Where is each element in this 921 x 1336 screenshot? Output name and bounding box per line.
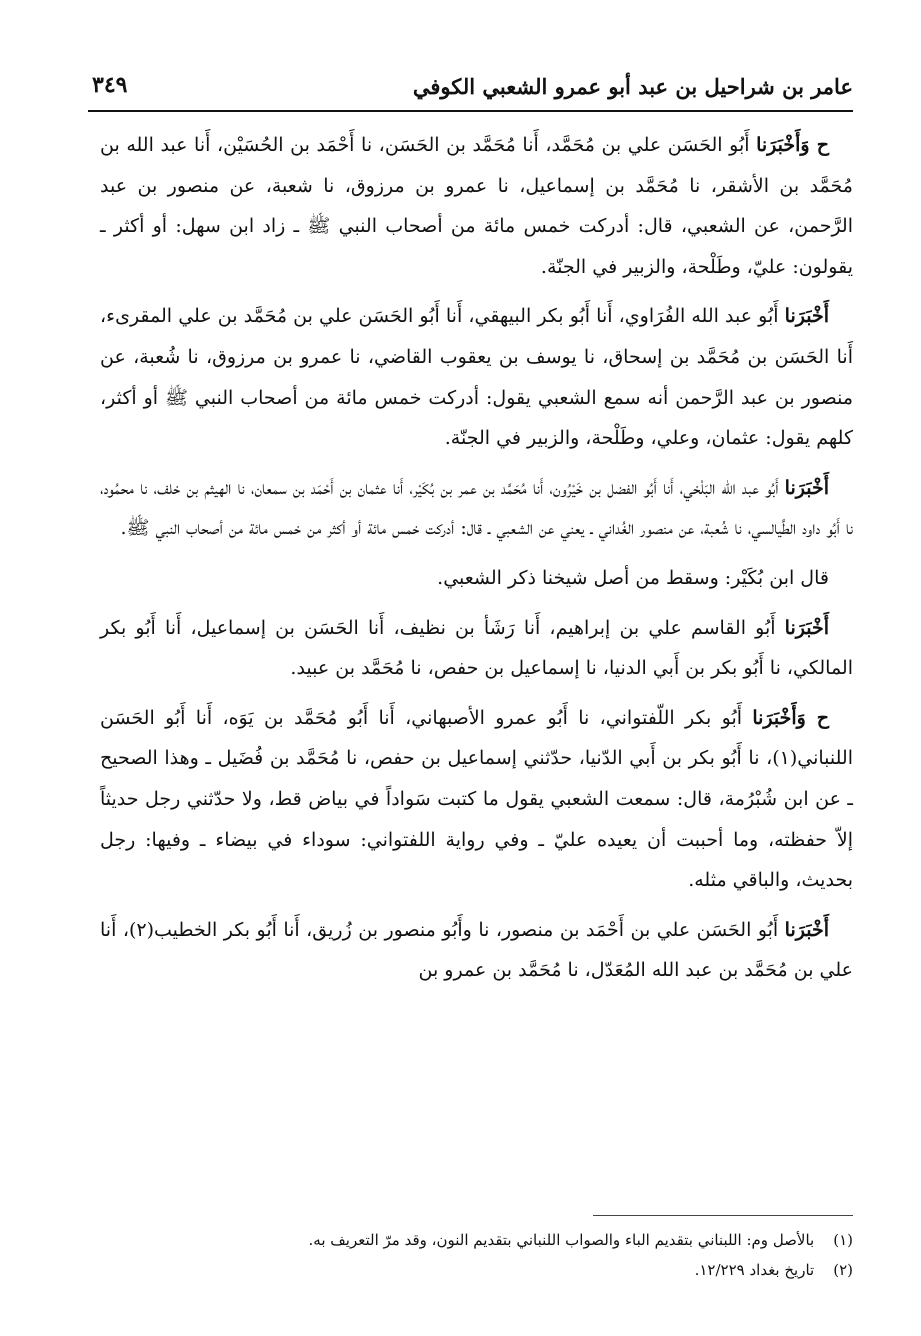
paragraph: [100, 910, 853, 991]
footnote-number: (٢): [833, 1261, 853, 1279]
paragraph-text: أَبُو بكر اللّفتواني، نا أَبُو عمرو الأصبهاني، أَنا أَبُو مُحَمَّد بن يَوَه، أَنا أَبُو الحَسَن اللنباني(١)، نا أَبُو بكر بن أَبي الدّنيا، حدّثني إسماعيل بن حفص، نا مُحَمَّد بن فُضَيل ـ وهذا الصحيح ـ عن ابن شُبْرُمة، قال: سمعت الشعبي يقول ما كتبت سَواداً في بياض قط، ولا حدّثني رجل حديثاً إلاّ حفظته، وما أحببت أن يعيده عليّ ـ وفي رواية اللفتواني: سوداء في بيضاء ـ وفيها: رجل بحديث، والباقي مثله.: [100, 706, 853, 892]
footnote-number: (١): [833, 1231, 853, 1249]
running-head-title: عامر بن شراحيل بن عبد أبو عمرو الشعبي الكوفي: [412, 74, 853, 99]
paragraph-text: أَبُو عبد الله البَلْخي، أَنا أَبُو الفضل بن خَيْرُون، أَنا مُحَمَّد بن عمر بن بُكَيْر، أَنا عثمان بن أَحْمَد بن سمعان، نا الهيثم بن خلف، نا محمُود، نا أَبُو داود الطَّيالسي، نا شُعبة، عن منصور الغُداني ـ يعني عن الشعبي ـ قال: أدركت خمس مائة أو أكثر من خمس مائة من أصحاب النبي ﷺ.: [100, 476, 853, 540]
paragraph-text: أَبُو القاسم علي بن إبراهيم، أَنا رَشَأ بن نظيف، أَنا الحَسَن بن إسماعيل، أَنا أَبُو بكر المالكي، نا أَبُو بكر بن أَبي الدنيا، نا إسماعيل بن حفص، نا مُحَمَّد بن عبيد.: [100, 616, 853, 680]
paragraph-text: أَبُو الحَسَن علي بن أَحْمَد بن منصور، نا وأَبُو منصور بن زُريق، أَنا أَبُو بكر الخطيب(٢)، أَنا علي بن مُحَمَّد بن عبد الله المُعَدّل، نا مُحَمَّد بن عمرو بن: [100, 918, 853, 982]
footnote-text: بالأصل وم: اللبناني بتقديم الباء والصواب اللنباني بتقديم النون، وقد مرّ التعريف به.: [308, 1231, 815, 1249]
paragraph-lead: أَخْبَرَنا: [784, 305, 829, 328]
paragraph: [100, 468, 853, 549]
paragraph-lead: أَخْبَرَنا: [784, 616, 829, 639]
page-number: ٣٤٩: [92, 72, 128, 98]
paragraph: [100, 608, 853, 689]
paragraph-lead: ح وَأَخْبَرَنا: [752, 706, 829, 729]
footnote-divider: [593, 1215, 853, 1216]
paragraph: [100, 558, 853, 599]
page-body: [100, 125, 853, 1000]
paragraph-text: قال ابن بُكَيْر: وسقط من أصل شيخنا ذكر الشعبي.: [437, 566, 829, 589]
footnotes: [100, 1225, 853, 1285]
paragraph-lead: أَخْبَرَنا: [784, 918, 829, 941]
paragraph: [100, 125, 853, 287]
paragraph-text: أَبُو عبد الله الفُرَاوي، أَنا أَبُو بكر البيهقي، أَنا أَبُو الحَسَن علي بن مُحَمَّد بن علي المقرىء، أَنا الحَسَن بن مُحَمَّد بن إسحاق، نا يوسف بن يعقوب القاضي، نا عمرو بن مرزوق، نا شُعبة، عن منصور بن عبد الرَّحمن أنه سمع الشعبي يقول: أدركت خمس مائة من أصحاب النبي ﷺ أو أكثر، كلهم يقول: عثمان، وعلي، وطَلْحة، والزبير في الجنّة.: [100, 305, 853, 450]
paragraph-text: أَبُو الحَسَن علي بن مُحَمَّد، أَنا مُحَمَّد بن الحَسَن، نا أَحْمَد بن الحُسَيْن، أَنا عبد الله بن مُحَمَّد بن الأشقر، نا مُحَمَّد بن إسماعيل، نا عمرو بن مرزوق، نا شعبة، عن منصور بن عبد الرَّحمن، عن الشعبي، قال: أدركت خمس مائة من أصحاب النبي ﷺ ـ زاد ابن سهل: أو أكثر ـ يقولون: عليّ، وطَلْحة، والزبير في الجنّة.: [100, 134, 853, 278]
paragraph-lead: أَخْبَرَنا: [784, 476, 829, 499]
footnote: [100, 1225, 853, 1255]
footnote-text: تاريخ بغداد ١٢/٢٢٩.: [694, 1261, 815, 1279]
paragraph: [100, 296, 853, 458]
paragraph: [100, 698, 853, 901]
running-head: [88, 70, 853, 112]
footnote: [100, 1255, 853, 1285]
paragraph-lead: ح وَأَخْبَرَنا: [756, 134, 829, 156]
